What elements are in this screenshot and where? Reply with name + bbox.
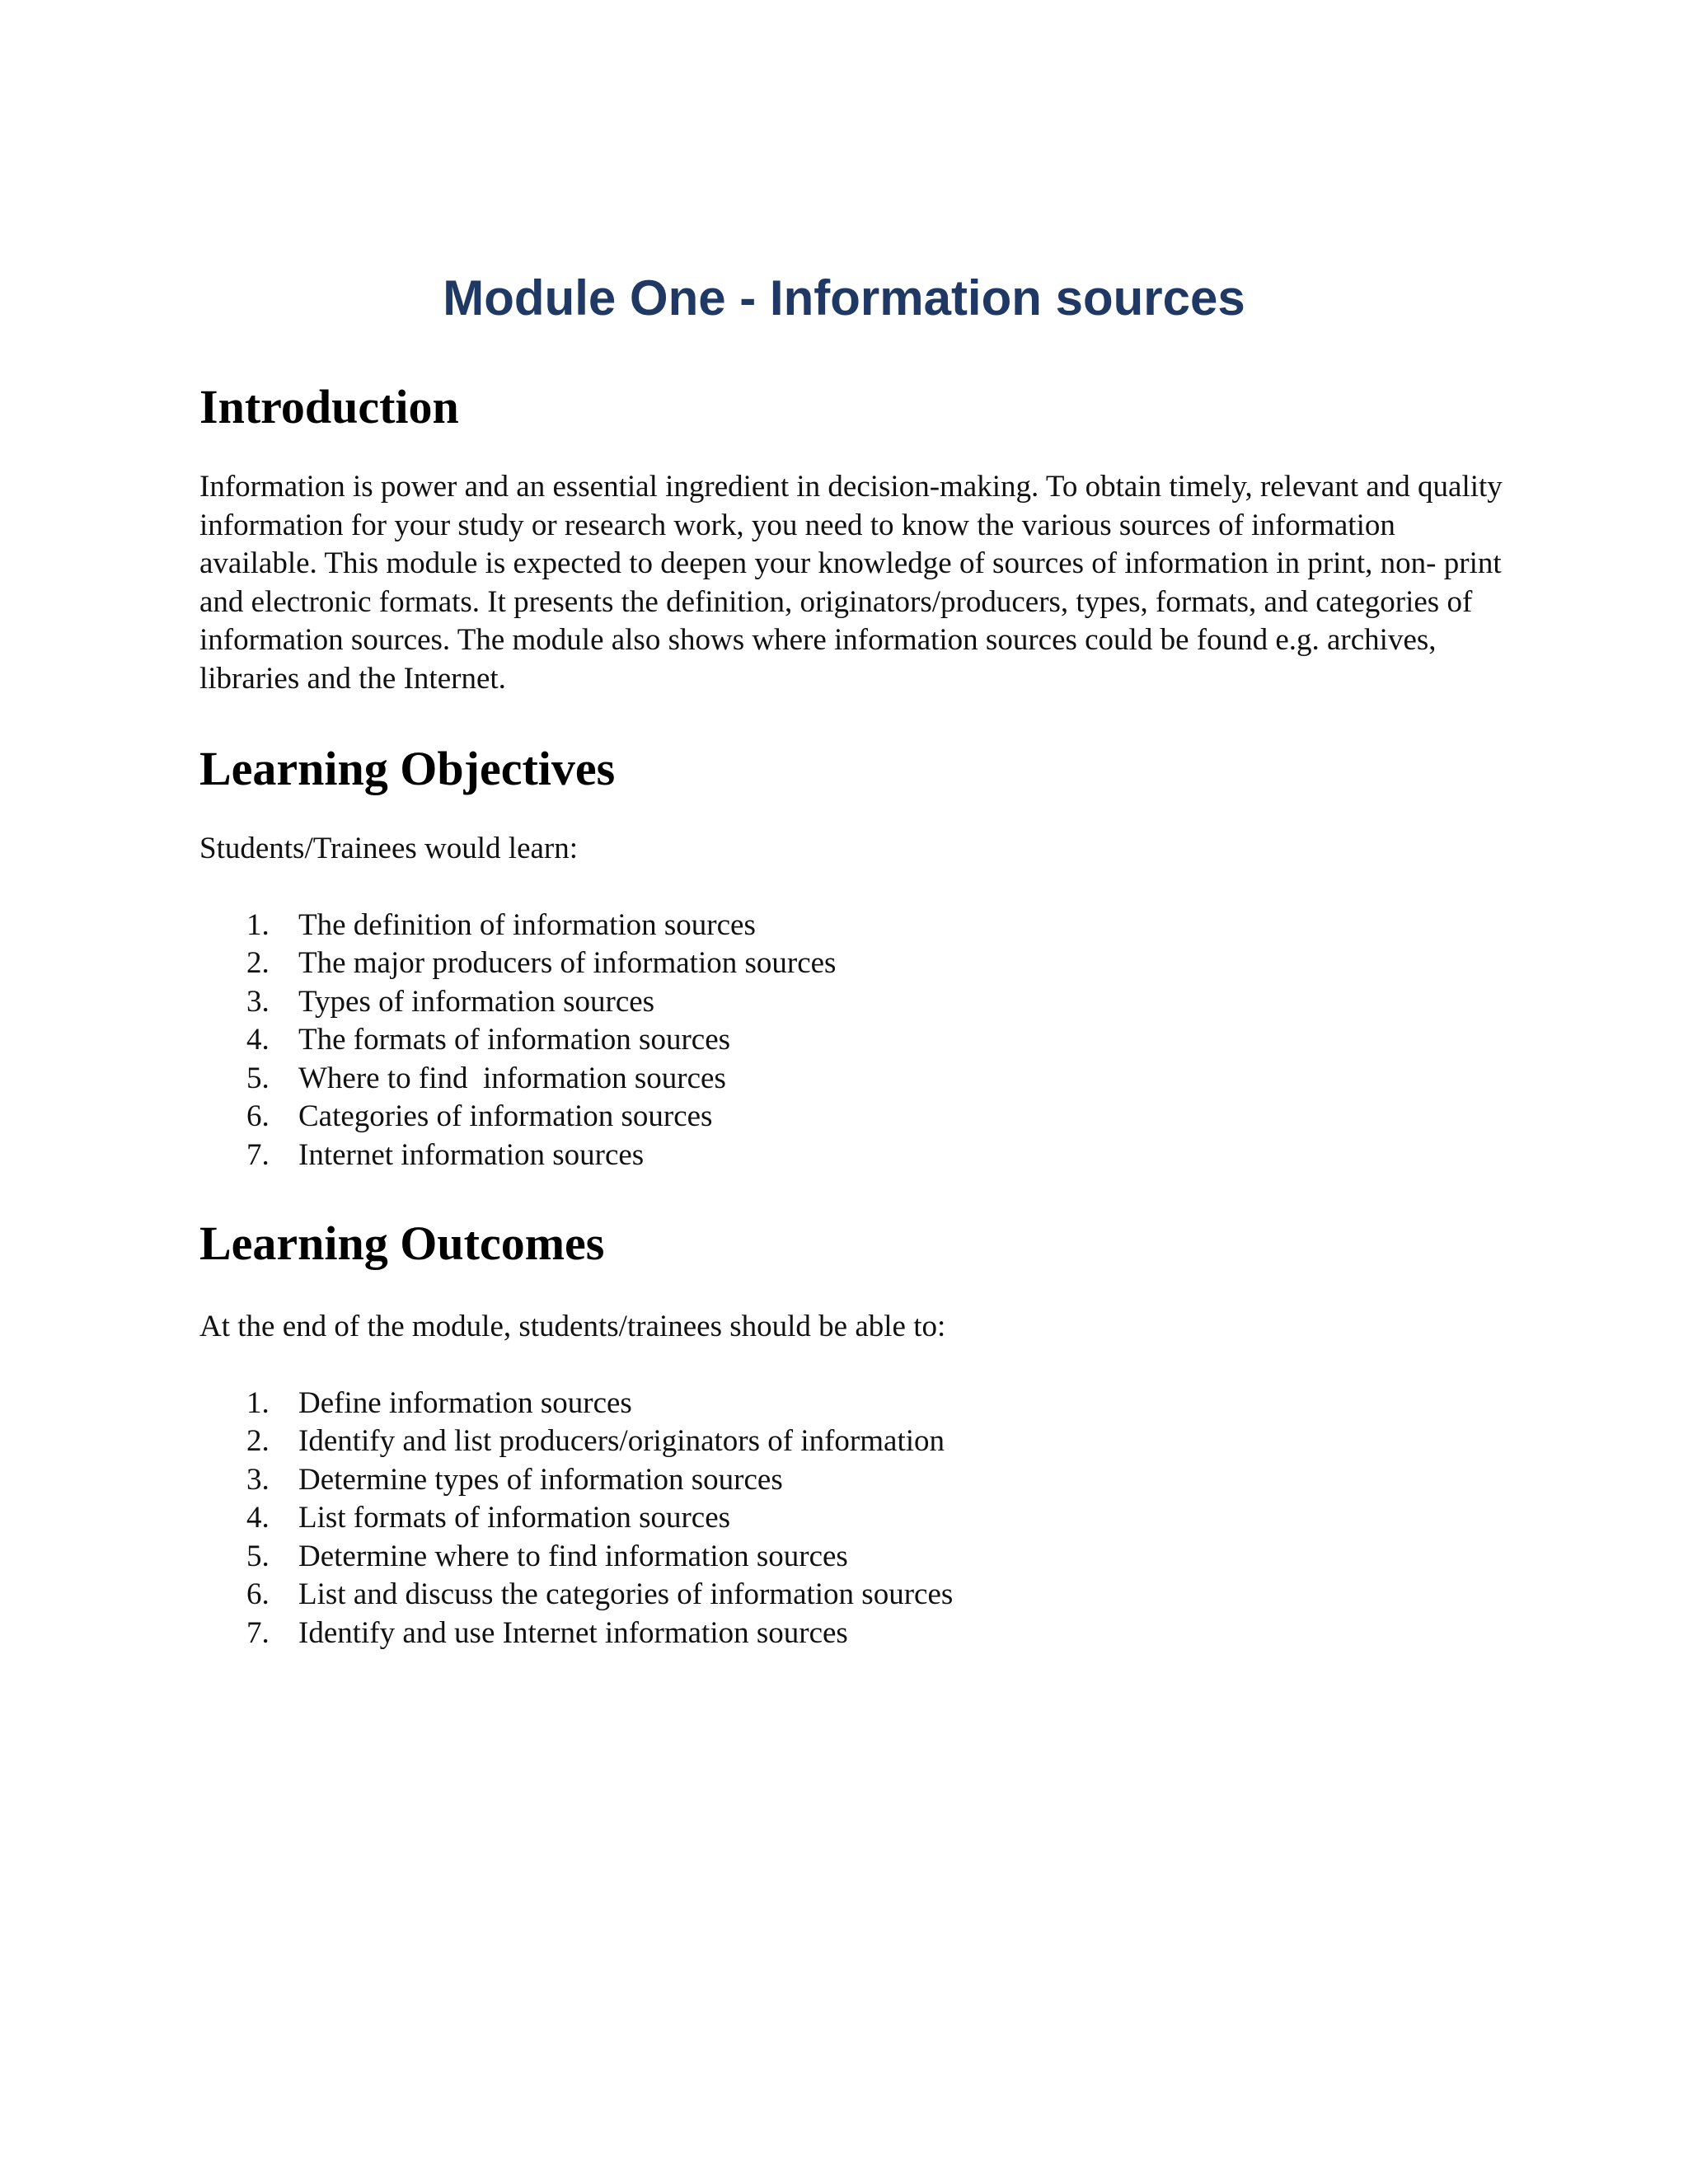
list-item-text: The definition of information sources — [298, 907, 756, 942]
list-item: 4. The formats of information sources — [246, 1023, 731, 1057]
introduction-heading: Introduction — [199, 380, 459, 434]
list-item-text: List and discuss the categories of information sources — [298, 1577, 954, 1611]
list-item-text: Define information sources — [298, 1385, 632, 1420]
learning-outcomes-lead: At the end of the module, students/trainees should be able to: — [199, 1310, 946, 1343]
introduction-paragraph: Information is power and an essential ingredient in decision-making. To obtain timely, relevant and quality information for your study or research work, you need to know the various sources of information available. This module is expected to deepen your knowledge of sources of information in print, non- print and electronic formats. It presents the definition, originators/producers, types, formats, and categories of information sources. The module also shows where information sources could be found e.g. archives, libraries and the Internet. — [199, 470, 1503, 696]
list-item-text: Determine types of information sources — [298, 1462, 783, 1497]
list-item-text: The formats of information sources — [298, 1023, 731, 1057]
page-title: Module One - Information sources — [443, 270, 1245, 326]
list-item-text: Categories of information sources — [298, 1099, 713, 1133]
list-item: 3. Types of information sources — [246, 984, 655, 1019]
list-item: 2. Identify and list producers/originators of information — [246, 1424, 945, 1458]
list-item: 6. List and discuss the categories of information sources — [246, 1577, 954, 1611]
list-item: 5. Where to find information sources — [246, 1061, 726, 1095]
learning-outcomes-heading: Learning Outcomes — [199, 1216, 605, 1270]
learning-objectives-heading: Learning Objectives — [199, 742, 616, 795]
list-item-text: Determine where to find information sources — [298, 1539, 848, 1573]
list-item-text: The major producers of information sources — [298, 946, 837, 980]
list-item: 3. Determine types of information sources — [246, 1462, 783, 1497]
list-item: 7. Internet information sources — [246, 1137, 645, 1172]
learning-objectives-lead: Students/Trainees would learn: — [199, 832, 579, 865]
list-item: 4. List formats of information sources — [246, 1501, 731, 1535]
list-item: 1. The definition of information sources — [246, 907, 756, 942]
list-item-text: Types of information sources — [298, 984, 655, 1019]
list-item: 1. Define information sources — [246, 1385, 632, 1420]
list-item-text: Internet information sources — [298, 1137, 645, 1172]
list-item-text: List formats of information sources — [298, 1501, 731, 1535]
list-item: 7. Identify and use Internet information sources — [246, 1615, 848, 1650]
list-item: 5. Determine where to find information sources — [246, 1539, 848, 1573]
learning-outcomes-list — [199, 1385, 1518, 1653]
list-item: 2. The major producers of information sources — [246, 946, 837, 980]
list-item-text: Identify and list producers/originators of information — [298, 1424, 945, 1458]
list-item: 6. Categories of information sources — [246, 1099, 713, 1133]
list-item-text: Identify and use Internet information sources — [298, 1615, 848, 1650]
document-body — [199, 377, 1518, 1652]
list-item-text: Where to find information sources — [298, 1061, 726, 1095]
learning-objectives-list — [199, 907, 1518, 1175]
